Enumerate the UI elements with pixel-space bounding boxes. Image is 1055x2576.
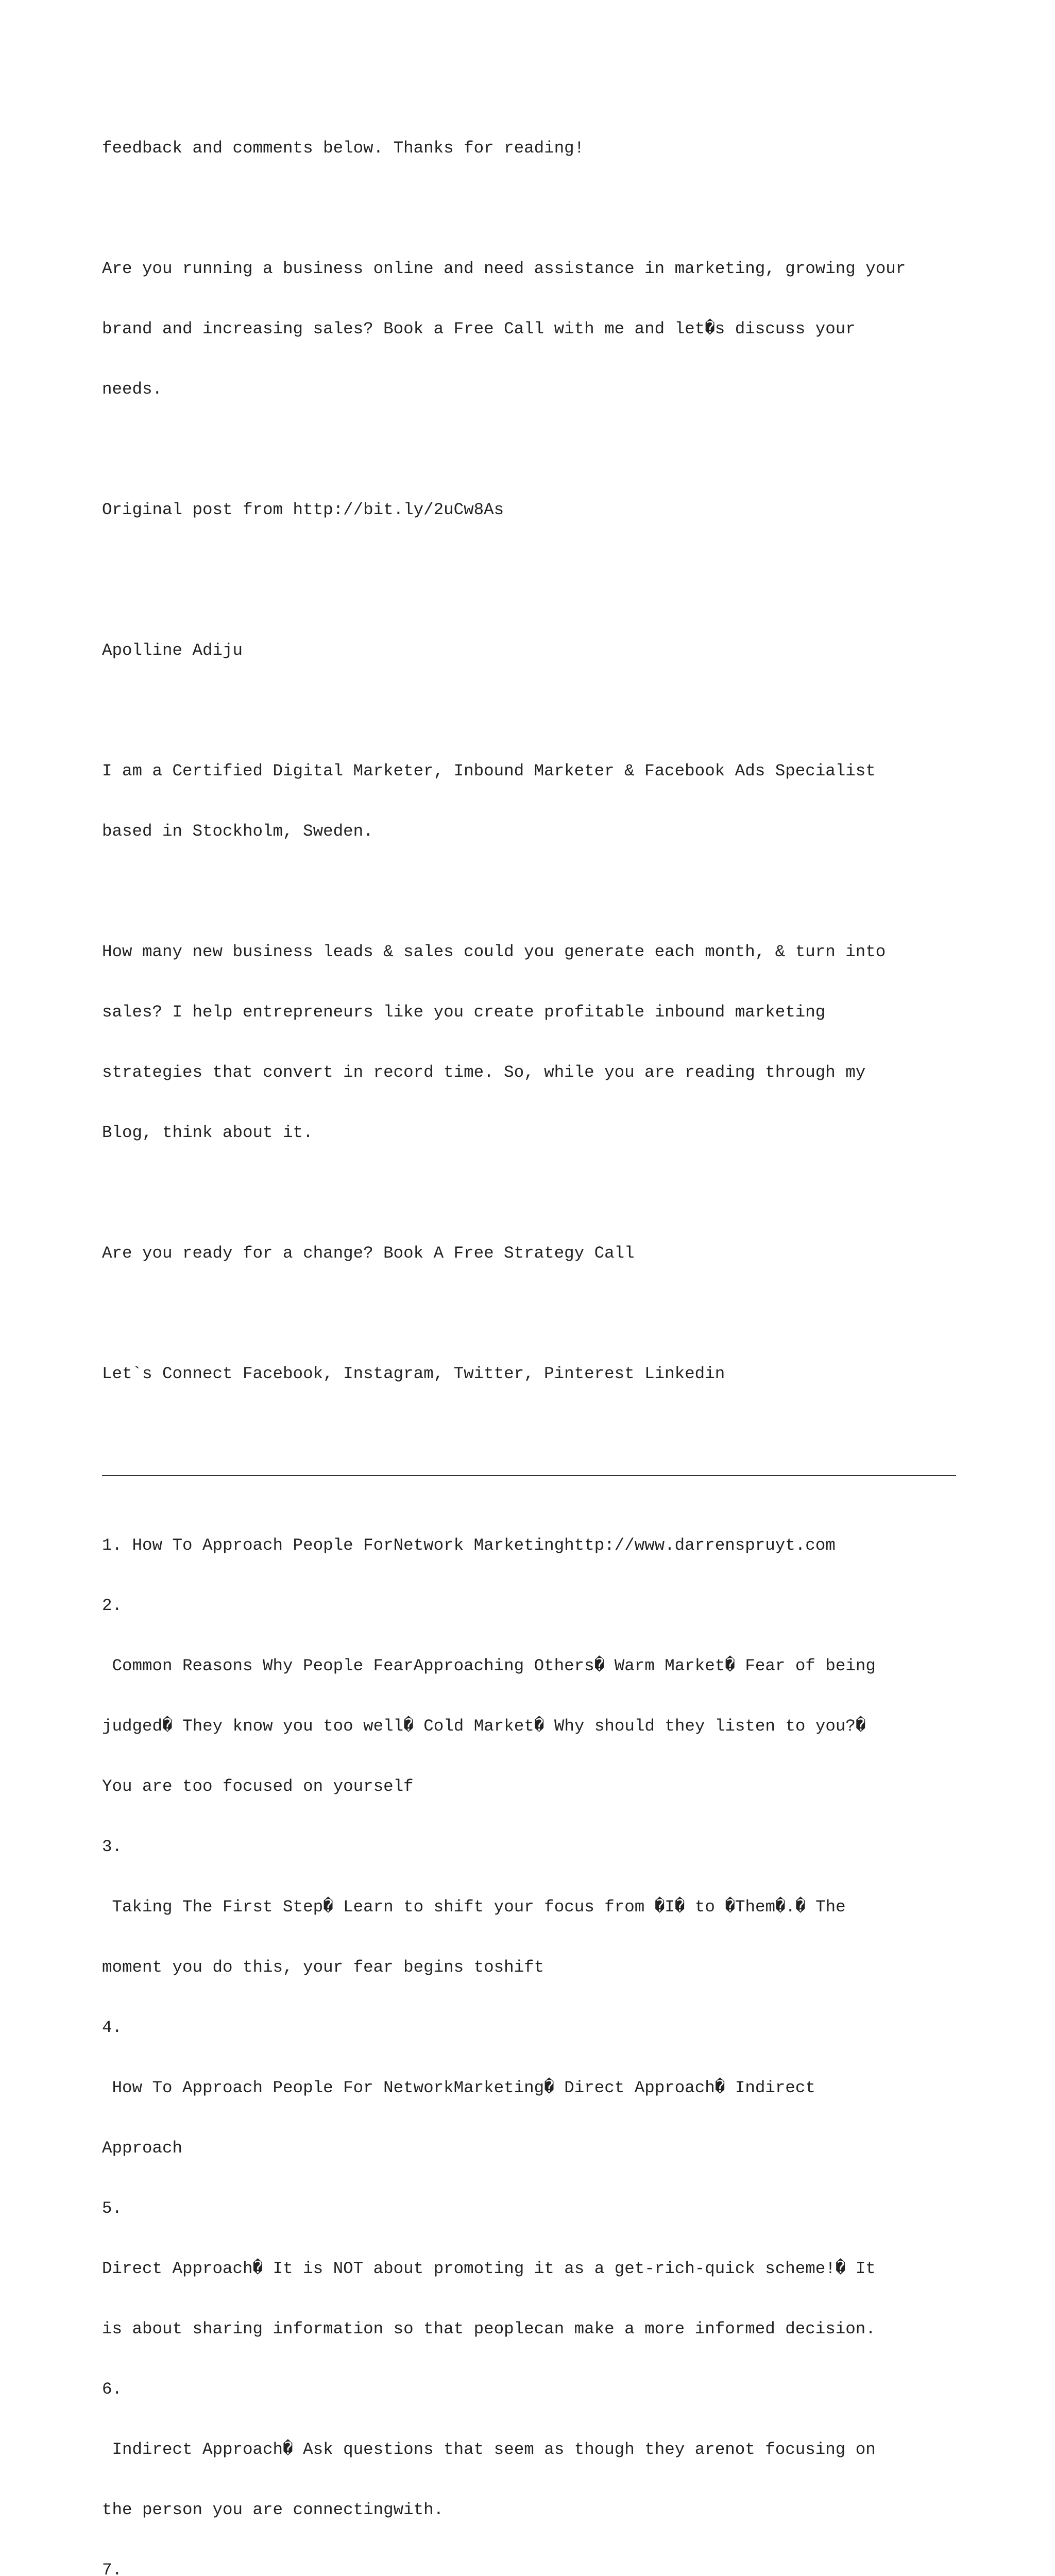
transcript-line: Direct Approach� It is NOT about promoting it as a get-rich-quick scheme!� It <box>102 2259 876 2278</box>
business-paragraph: Are you running a business online and need assistance in marketing, growing your brand and increasing sales? Book a Free Call with me and let�s discuss your needs. <box>102 259 906 399</box>
transcript-line: Indirect Approach� Ask questions that seem as though they arenot focusing on <box>102 2440 876 2459</box>
connect-line: Let`s Connect Facebook, Instagram, Twitter, Pinterest Linkedin <box>102 1364 725 1383</box>
author-pitch: How many new business leads & sales could you generate each month, & turn into sales? I help entrepreneurs like you create profitable inbound marketing strategies that convert in record time. So, while you are reading through my Blog, think about it. <box>102 942 886 1142</box>
transcript-line: moment you do this, your fear begins toshift <box>102 1958 544 1977</box>
slide-transcript <box>102 1495 957 2576</box>
transcript-line: 5. <box>102 2199 123 2218</box>
transcript-line: Approach <box>102 2139 183 2158</box>
transcript-line: Common Reasons Why People FearApproaching Others� Warm Market� Fear of being <box>102 1656 876 1675</box>
transcript-line: 6. <box>102 2380 123 2399</box>
transcript-line: How To Approach People For NetworkMarketing� Direct Approach� Indirect <box>102 2078 815 2097</box>
transcript-line: 7. <box>102 2561 123 2576</box>
transcript-line: You are too focused on yourself <box>102 1777 414 1796</box>
transcript-line: 4. <box>102 2018 123 2037</box>
original-post-line: Original post from http://bit.ly/2uCw8As <box>102 500 504 519</box>
transcript-line: 2. <box>102 1596 123 1615</box>
author-bio: I am a Certified Digital Marketer, Inbound Marketer & Facebook Ads Specialist based in Stockholm, Sweden. <box>102 761 876 841</box>
transcript-line: judged� They know you too well� Cold Market� Why should they listen to you?� <box>102 1717 866 1736</box>
transcript-line: 1. How To Approach People ForNetwork Marketinghttp://www.darrenspruyt.com <box>102 1536 836 1555</box>
strategy-call-line: Are you ready for a change? Book A Free Strategy Call <box>102 1244 635 1263</box>
transcript-line: 3. <box>102 1837 123 1856</box>
transcript-line: is about sharing information so that peoplecan make a more informed decision. <box>102 2319 876 2338</box>
author-name: Apolline Adiju <box>102 641 243 660</box>
transcript-line: Taking The First Step� Learn to shift your focus from �I� to �Them�.� The <box>102 1897 846 1917</box>
feedback-line: feedback and comments below. Thanks for reading! <box>102 139 585 158</box>
transcript-line: the person you are connectingwith. <box>102 2500 444 2519</box>
document-page <box>102 98 957 2576</box>
